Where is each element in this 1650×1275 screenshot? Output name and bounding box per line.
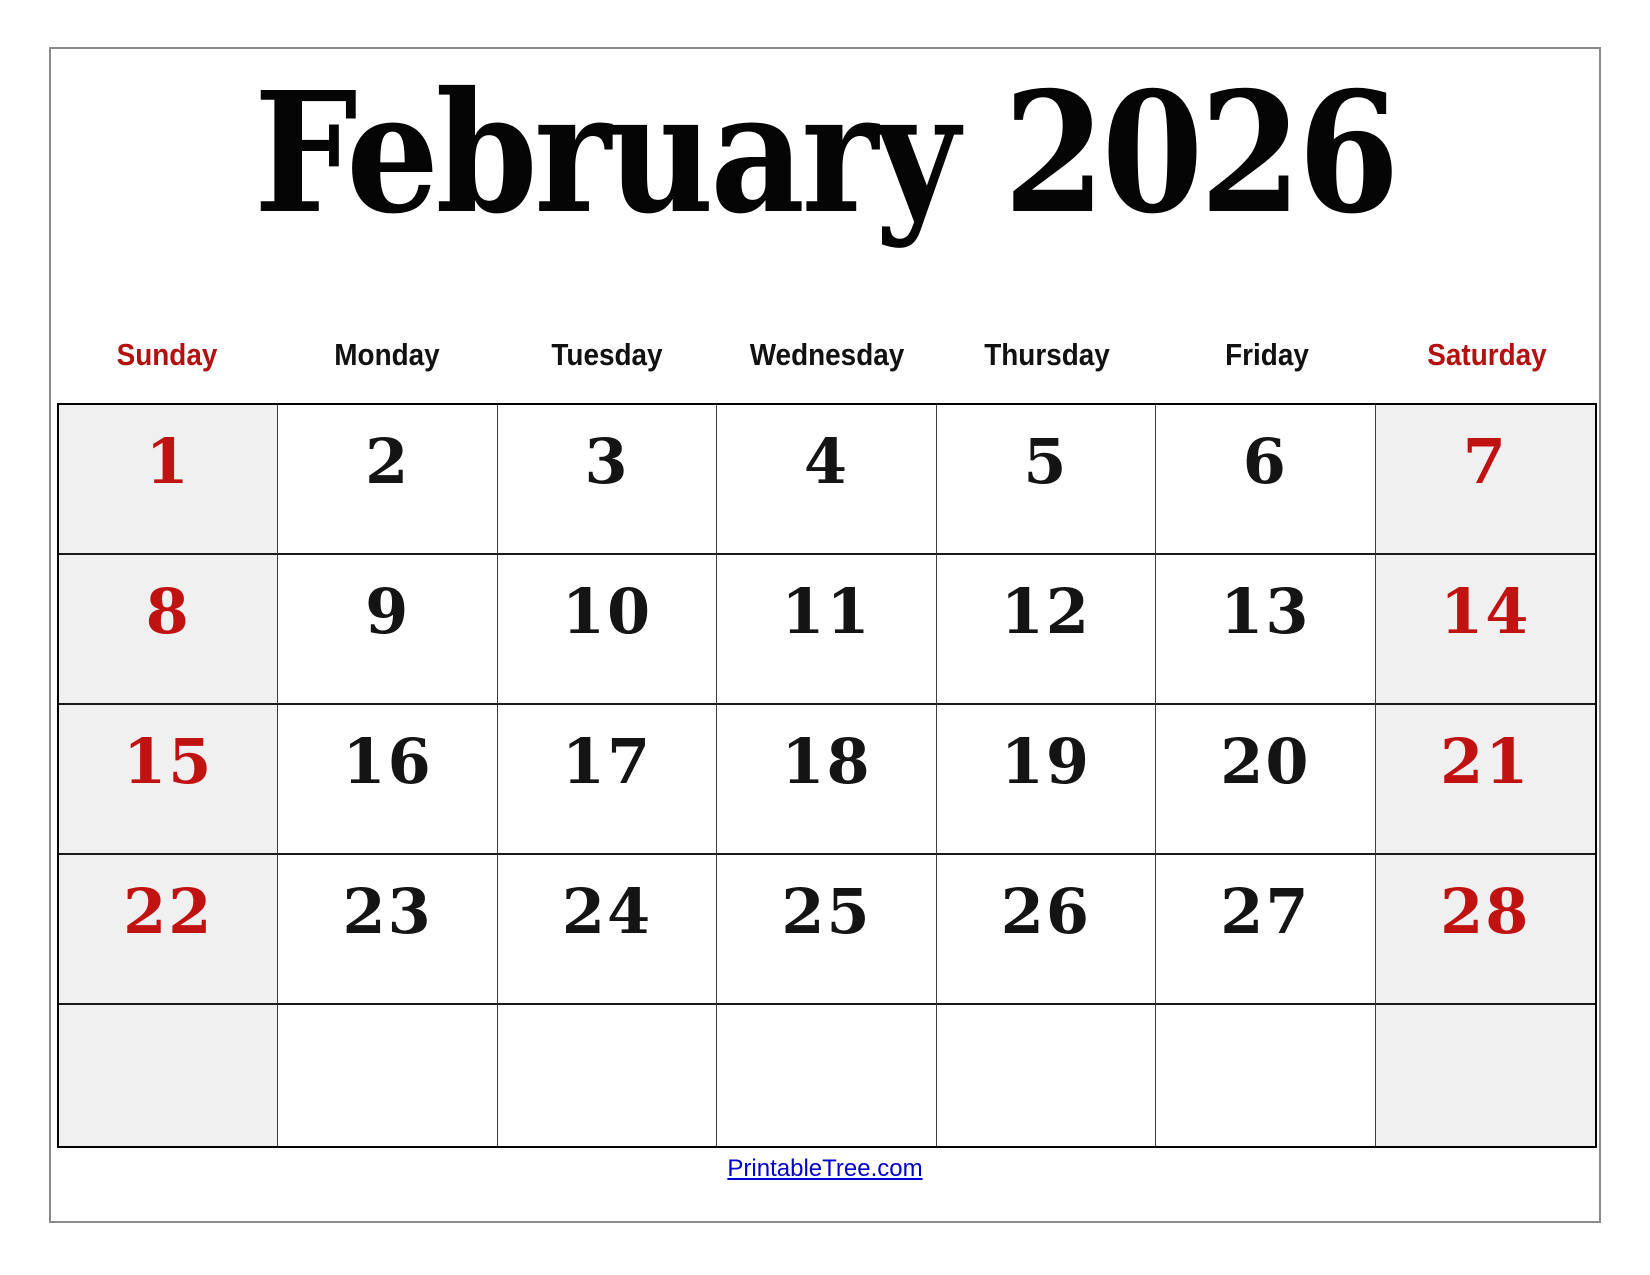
day-number: 6 <box>1242 425 1288 498</box>
day-number: 13 <box>1220 575 1311 648</box>
day-cell-16 <box>278 705 497 855</box>
day-number: 10 <box>561 575 653 648</box>
weekday-header-saturday: Saturday <box>1427 337 1547 372</box>
day-number: 23 <box>342 875 433 948</box>
day-cell-4 <box>717 405 936 555</box>
day-cell-17 <box>498 705 717 855</box>
day-cell-12 <box>937 555 1156 705</box>
day-number: 27 <box>1220 875 1311 948</box>
weekday-header-friday: Friday <box>1225 337 1309 372</box>
weekday-header-monday: Monday <box>334 337 440 372</box>
day-cell-1 <box>59 405 278 555</box>
day-number: 28 <box>1440 875 1531 948</box>
day-number <box>498 1005 716 1031</box>
day-number <box>278 1005 496 1031</box>
day-cell-21 <box>1376 705 1595 855</box>
day-number: 1 <box>145 425 191 498</box>
day-cell-15 <box>59 705 278 855</box>
footer <box>51 1155 1599 1183</box>
day-cell-19 <box>937 705 1156 855</box>
weekday-header-sunday: Sunday <box>116 337 218 372</box>
empty-day-cell <box>498 1005 717 1146</box>
day-cell-3 <box>498 405 717 555</box>
day-cell-5 <box>937 405 1156 555</box>
day-cell-8 <box>59 555 278 705</box>
day-number: 11 <box>781 575 872 648</box>
day-cell-20 <box>1156 705 1375 855</box>
weekday-row <box>57 337 1597 373</box>
day-cell-6 <box>1156 405 1375 555</box>
day-number: 24 <box>561 875 653 948</box>
day-number: 9 <box>365 575 411 648</box>
day-cell-10 <box>498 555 717 705</box>
calendar-grid <box>57 403 1597 1148</box>
day-number: 12 <box>1000 575 1092 648</box>
day-number: 4 <box>803 425 850 498</box>
day-cell-26 <box>937 855 1156 1005</box>
day-cell-2 <box>278 405 497 555</box>
weekday-header-thursday: Thursday <box>984 337 1110 372</box>
day-number: 15 <box>123 725 214 798</box>
day-number: 22 <box>123 875 214 948</box>
day-cell-13 <box>1156 555 1375 705</box>
day-number: 7 <box>1462 425 1508 498</box>
month-title: February 2026 <box>253 56 1397 251</box>
day-number: 16 <box>342 725 433 798</box>
day-number <box>937 1005 1155 1031</box>
day-number <box>1156 1005 1374 1031</box>
day-cell-24 <box>498 855 717 1005</box>
day-number: 18 <box>781 725 872 798</box>
day-cell-7 <box>1376 405 1595 555</box>
empty-day-cell <box>1156 1005 1375 1146</box>
day-number: 25 <box>781 875 872 948</box>
calendar-page <box>49 47 1601 1223</box>
day-number <box>1376 1005 1595 1031</box>
empty-day-cell <box>717 1005 936 1146</box>
weekday-header-wednesday: Wednesday <box>749 337 905 372</box>
day-cell-14 <box>1376 555 1595 705</box>
day-number: 26 <box>1000 875 1092 948</box>
day-cell-23 <box>278 855 497 1005</box>
day-number: 5 <box>1023 425 1069 498</box>
day-number: 19 <box>1000 725 1092 798</box>
day-number <box>717 1005 935 1031</box>
weekday-header-tuesday: Tuesday <box>551 337 663 372</box>
day-cell-18 <box>717 705 936 855</box>
day-cell-25 <box>717 855 936 1005</box>
day-number: 8 <box>145 575 191 648</box>
day-number: 21 <box>1440 725 1531 798</box>
day-number: 20 <box>1220 725 1311 798</box>
day-number: 2 <box>365 425 411 498</box>
day-number: 17 <box>561 725 653 798</box>
day-number <box>59 1005 277 1031</box>
day-cell-28 <box>1376 855 1595 1005</box>
day-number: 3 <box>584 425 630 498</box>
day-cell-27 <box>1156 855 1375 1005</box>
day-cell-11 <box>717 555 936 705</box>
empty-day-cell <box>59 1005 278 1146</box>
printabletree-link[interactable]: PrintableTree.com <box>727 1155 923 1182</box>
day-cell-22 <box>59 855 278 1005</box>
day-cell-9 <box>278 555 497 705</box>
day-number: 14 <box>1440 575 1531 648</box>
empty-day-cell <box>937 1005 1156 1146</box>
empty-day-cell <box>1376 1005 1595 1146</box>
empty-day-cell <box>278 1005 497 1146</box>
